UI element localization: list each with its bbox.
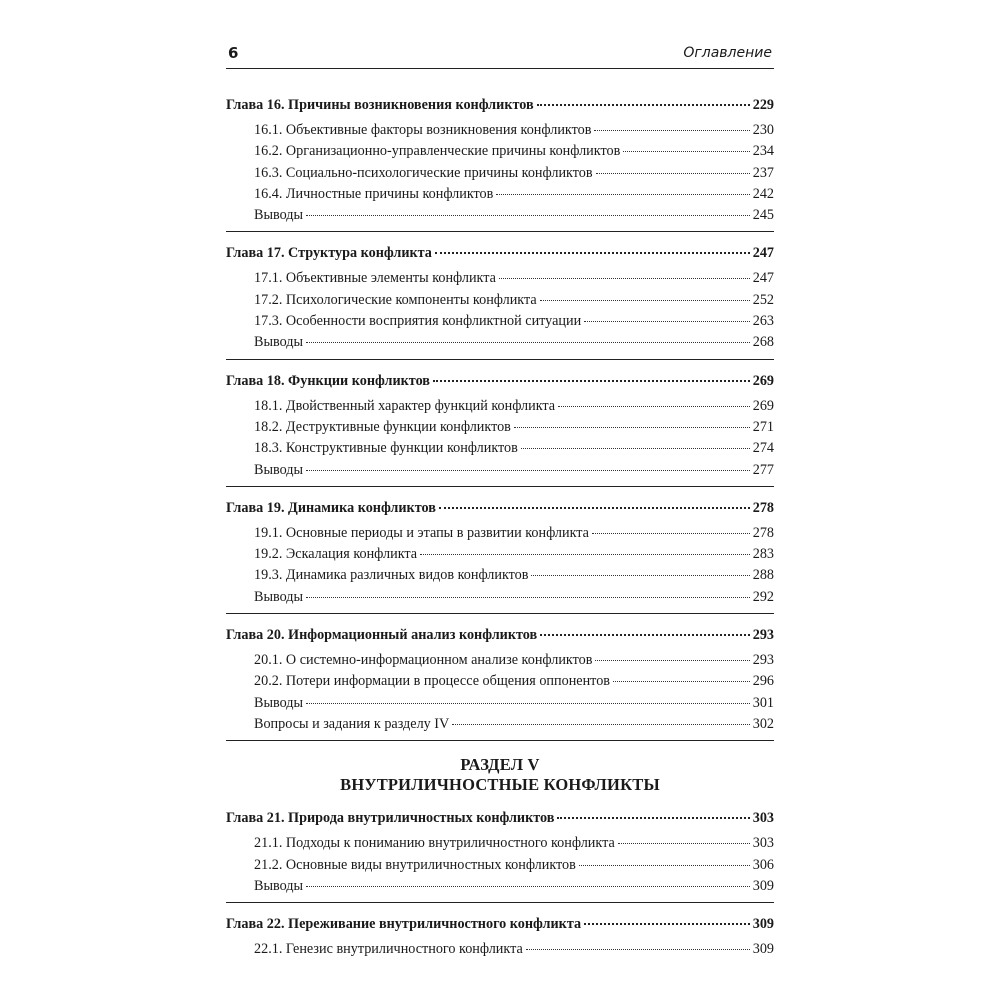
chapter-title: Глава 17. Структура конфликта [226,245,432,262]
subsection-page-number: 252 [752,291,774,308]
dot-leader [584,321,750,322]
subsection-page-number: 269 [752,397,774,414]
section-name: ВНУТРИЛИЧНОСТНЫЕ КОНФЛИКТЫ [340,775,660,795]
subsection-page-number: 237 [752,164,774,181]
chapter-title: Глава 19. Динамика конфликтов [226,499,436,516]
subsection-page-number: 268 [752,334,774,351]
toc-chapter-entry [226,913,774,937]
subsection-title: Выводы [254,334,304,351]
toc-subsection-entry [226,268,774,289]
toc-subsection-entry [226,417,774,438]
dot-leader [499,278,750,279]
dot-leader [420,554,750,555]
subsection-title: Выводы [254,588,304,605]
subsection-title: Выводы [254,694,304,711]
dot-leader [613,681,750,682]
subsection-title: 17.2. Психологические компоненты конфликта [254,291,537,308]
subsection-title: Выводы [254,877,304,894]
toc-subsection-entry [226,141,774,162]
toc-subsection-entry [226,544,774,565]
toc-chapter [226,807,774,903]
toc-subsection-entry [226,311,774,332]
subsection-title: 20.2. Потери информации в процессе общения оппонентов [254,673,610,690]
dot-leader [306,470,750,471]
toc-subsection-entry [226,565,774,586]
subsection-page-number: 303 [752,835,774,852]
dot-leader [594,130,749,131]
subsection-page-number: 247 [752,270,774,287]
subsection-title: 18.2. Деструктивные функции конфликтов [254,418,511,435]
dot-leader [306,886,750,887]
chapter-page-number: 269 [752,372,774,389]
dot-leader [540,300,750,301]
subsection-title: 18.1. Двойственный характер функций конфликта [254,397,556,414]
section-heading [226,755,774,795]
toc-subsection-entry [226,855,774,876]
toc-chapter-entry [226,94,774,118]
toc-subsection-entry [226,460,774,481]
subsection-title: Выводы [254,207,304,224]
subsection-title: 17.1. Объективные элементы конфликта [254,270,496,287]
subsection-title: 18.3. Конструктивные функции конфликтов [254,440,518,457]
dot-leader [537,104,750,106]
dot-leader [595,660,749,661]
toc-chapter [226,370,774,487]
subsection-page-number: 283 [752,546,774,563]
dot-leader [531,575,749,576]
chapter-title: Глава 21. Природа внутриличностных конфликтов [226,810,555,827]
toc-chapter [226,94,774,232]
section-number: РАЗДЕЛ V [460,755,540,775]
subsection-page-number: 277 [752,461,774,478]
toc-subsection-entry [226,184,774,205]
toc-chapter [226,242,774,359]
toc-chapter-entry [226,624,774,648]
toc-subsection-entry [226,587,774,608]
subsection-title: 21.2. Основные виды внутриличностных конфликтов [254,856,576,873]
toc-part-1 [226,94,774,741]
chapter-title: Глава 16. Причины возникновения конфликтов [226,97,534,113]
toc-chapter [226,913,774,965]
toc-subsection-entry [226,205,774,226]
dot-leader [584,923,750,925]
dot-leader [306,342,750,343]
toc-chapter-entry [226,807,774,831]
dot-leader [558,406,750,407]
subsection-page-number: 301 [752,694,774,711]
subsection-page-number: 242 [752,185,774,202]
toc-subsection-entry [226,693,774,714]
subsection-title: 19.3. Динамика различных видов конфликтов [254,567,529,584]
subsection-title: 17.3. Особенности восприятия конфликтной ситуации [254,313,582,330]
subsection-title: 16.3. Социально-психологические причины конфликтов [254,164,593,181]
chapter-title: Глава 18. Функции конфликтов [226,372,430,389]
dot-leader [596,173,750,174]
dot-leader [618,843,750,844]
toc-subsection-entry [226,396,774,417]
subsection-page-number: 263 [752,313,774,330]
subsection-page-number: 274 [752,440,774,457]
dot-leader [540,634,750,636]
toc-chapter-entry [226,370,774,394]
toc-chapter [226,624,774,741]
toc-subsection-entry [226,939,774,960]
subsection-page-number: 302 [752,715,774,732]
subsection-title: 20.1. О системно-информационном анализе конфликтов [254,652,593,669]
subsection-title: 16.1. Объективные факторы возникновения конфликтов [254,122,592,138]
subsection-title: 16.2. Организационно-управленческие причины конфликтов [254,143,621,160]
page-header [226,44,774,69]
subsection-page-number: 278 [752,524,774,541]
subsection-title: Вопросы и задания к разделу IV [254,715,450,732]
chapter-page-number: 229 [752,97,774,113]
subsection-page-number: 288 [752,567,774,584]
subsection-page-number: 306 [752,856,774,873]
subsection-page-number: 309 [752,877,774,894]
subsection-title: 22.1. Генезис внутриличностного конфликта [254,941,523,958]
subsection-title: 19.1. Основные периоды и этапы в развитии конфликта [254,524,589,541]
subsection-page-number: 230 [752,122,774,138]
chapter-page-number: 278 [752,499,774,516]
dot-leader [452,724,749,725]
dot-leader [435,252,750,254]
dot-leader [579,865,750,866]
toc-chapter [226,497,774,614]
dot-leader [526,949,750,950]
toc-subsection-entry [226,671,774,692]
subsection-page-number: 271 [752,418,774,435]
toc-subsection-entry [226,650,774,671]
dot-leader [306,703,750,704]
dot-leader [592,533,750,534]
dot-leader [496,194,749,195]
page-number: 6 [228,44,239,62]
toc-subsection-entry [226,163,774,184]
dot-leader [521,448,750,449]
toc-subsection-entry [226,120,774,141]
toc-part-2 [226,807,774,965]
toc-subsection-entry [226,438,774,459]
subsection-title: Выводы [254,461,304,478]
subsection-title: 21.1. Подходы к пониманию внутриличностного конфликта [254,835,615,852]
subsection-page-number: 296 [752,673,774,690]
dot-leader [557,817,749,819]
chapter-title: Глава 22. Переживание внутриличностного конфликта [226,916,582,933]
chapter-page-number: 303 [752,810,774,827]
subsection-page-number: 293 [752,652,774,669]
subsection-page-number: 309 [752,941,774,958]
dot-leader [306,597,750,598]
chapter-page-number: 309 [752,916,774,933]
toc-subsection-entry [226,833,774,854]
toc-subsection-entry [226,714,774,735]
toc-subsection-entry [226,332,774,353]
dot-leader [514,427,750,428]
toc-subsection-entry [226,290,774,311]
chapter-page-number: 247 [752,245,774,262]
toc-subsection-entry [226,523,774,544]
subsection-page-number: 292 [752,588,774,605]
toc-chapter-entry [226,242,774,266]
table-of-contents [226,94,774,975]
chapter-title: Глава 20. Информационный анализ конфликтов [226,627,538,644]
subsection-title: 16.4. Личностные причины конфликтов [254,185,494,202]
toc-chapter-entry [226,497,774,521]
subsection-page-number: 234 [752,143,774,160]
toc-subsection-entry [226,876,774,897]
dot-leader [306,215,750,216]
dot-leader [439,507,750,509]
chapter-page-number: 293 [752,627,774,644]
dot-leader [433,380,750,382]
dot-leader [623,151,749,152]
subsection-page-number: 245 [752,207,774,224]
subsection-title: 19.2. Эскалация конфликта [254,546,418,563]
running-title: Оглавление [683,45,772,61]
